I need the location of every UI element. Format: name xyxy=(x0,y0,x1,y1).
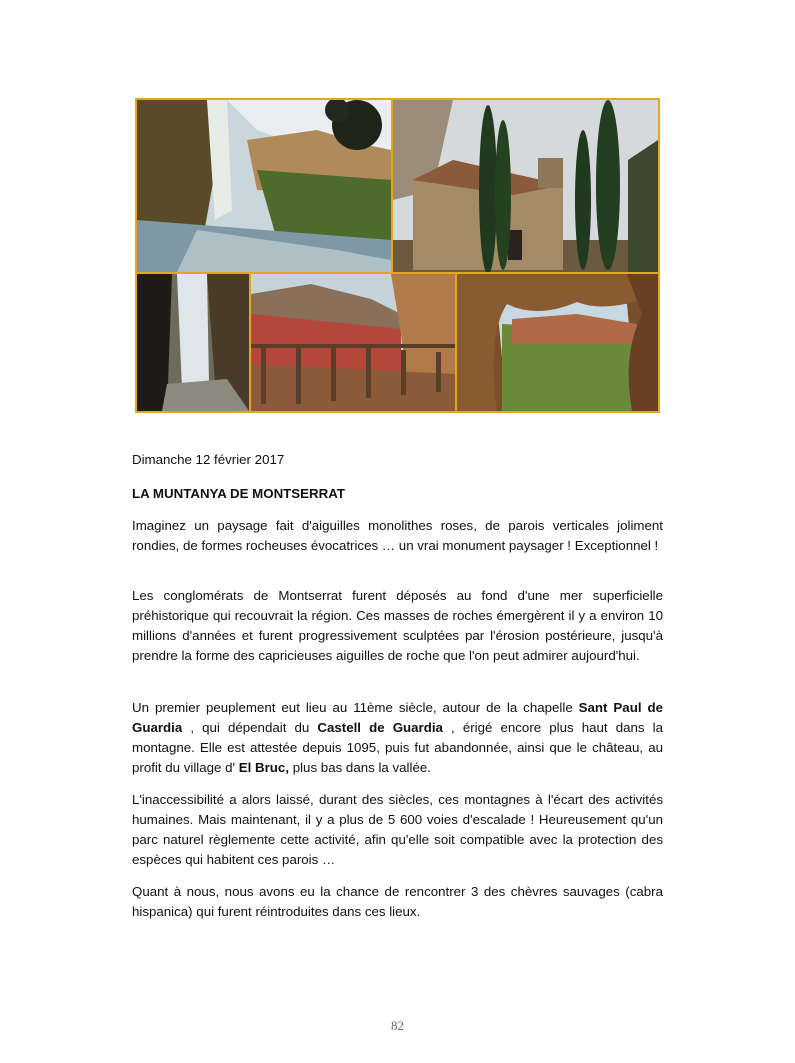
page-number: 82 xyxy=(391,1018,404,1033)
place-name: Sant Paul de Guardia xyxy=(132,700,663,735)
paragraph-intro: Imaginez un paysage fait d'aiguilles monolithes roses, de parois verticales joliment rondies, de formes rocheuses évocatrices … un vrai monument paysager ! Exceptionnel ! xyxy=(132,518,663,553)
paragraph-climbing: L'inaccessibilité a alors laissé, durant des siècles, ces montagnes à l'écart des activités humaines. Mais maintenant, il y a plus de 5 600 voies d'escalade ! Heureusement qu'un parc naturel règlemente cette activité, afin qu'elle soit compatible avec la protection des espèces qui habitent ces parois … xyxy=(132,792,663,867)
photo-cave-arch-valley xyxy=(457,274,658,411)
photo-stone-chapel-cypress xyxy=(393,100,658,272)
photo-collage xyxy=(135,98,660,413)
place-name: Castell de Guardia xyxy=(317,720,443,735)
article-title: LA MUNTANYA DE MONTSERRAT xyxy=(132,486,345,501)
date-line: Dimanche 12 février 2017 xyxy=(132,452,285,467)
paragraph-geology: Les conglomérats de Montserrat furent déposés au fond d'une mer superficielle préhistorique qui recouvrait la région. Ces masses de roches émergèrent il y a environ 10 millions d'années et furent progressivement sculptées par l'érosion postérieure, jusqu'à prendre la forme des capricieuses aiguilles de roche que l'on peut admirer aujourd'hui. xyxy=(132,588,663,663)
photo-railing-path-mountains xyxy=(251,274,455,411)
paragraph-history: Un premier peuplement eut lieu au 11ème siècle, autour de la chapelle Sant Paul de Guardia , qui dépendait du Castell de Guardia , érigé encore plus haut dans la montagne. Elle est attestée depuis 1095, puis fut abandonnée, ainsi que le château, au profit du village d' El Bruc, plus bas dans la vallée. xyxy=(132,700,663,775)
photo-waterfall-river xyxy=(137,100,391,272)
photo-waterfall-cave xyxy=(137,274,249,411)
paragraph-goats: Quant à nous, nous avons eu la chance de rencontrer 3 des chèvres sauvages (cabra hispanica) qui furent réintroduites dans ces lieux. xyxy=(132,884,663,919)
place-name: El Bruc, xyxy=(238,760,290,775)
